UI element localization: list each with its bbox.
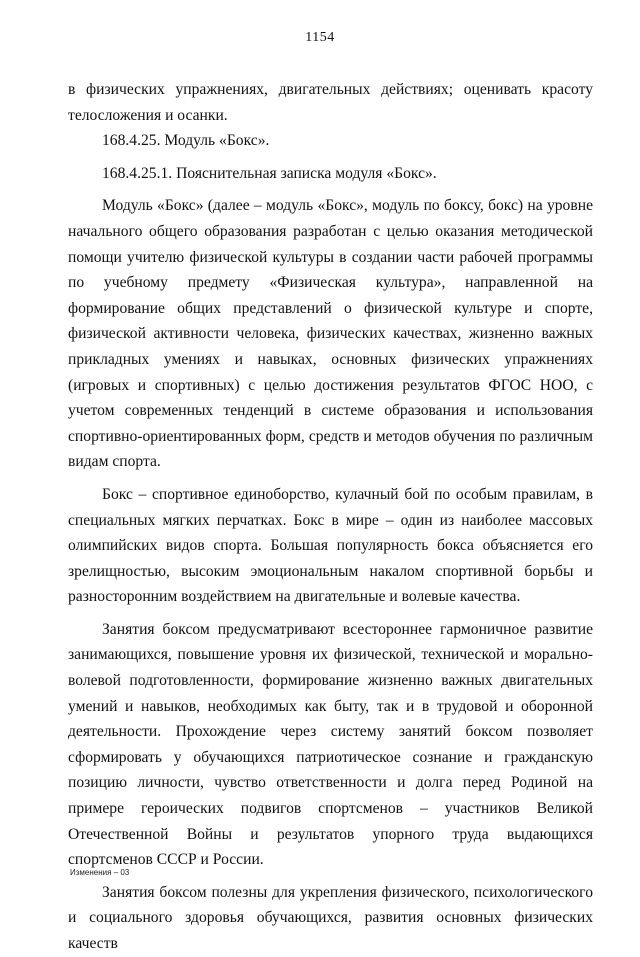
section-heading-module-box: 168.4.25. Модуль «Бокс».: [102, 132, 270, 150]
paragraph-box-definition: Бокс – спортивное единоборство, кулачный бой по особым правилам, в специальных мягких перчатках. Бокс в мире – один из наиболее массовых олимпийских видов спорта. Большая популярность бокса объясняется его зрелищностью, высоким эмоциональным накалом спортивной борьбы и разносторонним воздействием на двигательные и волевые качества.: [68, 485, 593, 606]
footer-revision-note: Изменения – 03: [70, 868, 130, 877]
paragraph-continuation: в физических упражнениях, двигательных действиях; оценивать красоту телосложения и осанки.: [68, 81, 593, 124]
paragraph-box-health: Занятия боксом полезны для укрепления физического, психологического и социального здоровья обучающихся, развития основных физических качеств: [68, 883, 593, 952]
subsection-heading-explanatory-note: 168.4.25.1. Пояснительная записка модуля «Бокс».: [102, 164, 437, 182]
page-number: 1154: [305, 30, 335, 45]
document-body: [68, 77, 593, 957]
paragraph-box-training-benefits: Занятия боксом предусматривают всестороннее гармоничное развитие занимающихся, повышение уровня их физической, технической и морально-волевой подготовленности, формирование жизненно важных двигательных умений и навыков, необходимых как быту, так и в трудовой и оборонной деятельности. Прохождение через систему занятий боксом позволяет сформировать у обучающихся патриотическое сознание и гражданскую позицию личности, чувство ответственности и долга перед Родиной на примере героических подвигов спортсменов – участников Великой Отечественной Войны и результатов упорного труда выдающихся спортсменов СССР и России.: [68, 620, 593, 869]
paragraph-module-description: Модуль «Бокс» (далее – модуль «Бокс», модуль по боксу, бокс) на уровне начального общего образования разработан с целью оказания методической помощи учителю физической культуры в создании части рабочей программы по учебному предмету «Физическая культура», направленной на формирование общих представлений о физической культуре и спорте, физической активности человека, физических качествах, жизненно важных прикладных умениях и навыках, основных физических упражнениях (игровых и спортивных) с целью достижения результатов ФГОС НОО, с учетом современных тенденций в системе образования и использования спортивно-ориентированных форм, средств и методов обучения по различным видам спорта.: [68, 197, 593, 471]
